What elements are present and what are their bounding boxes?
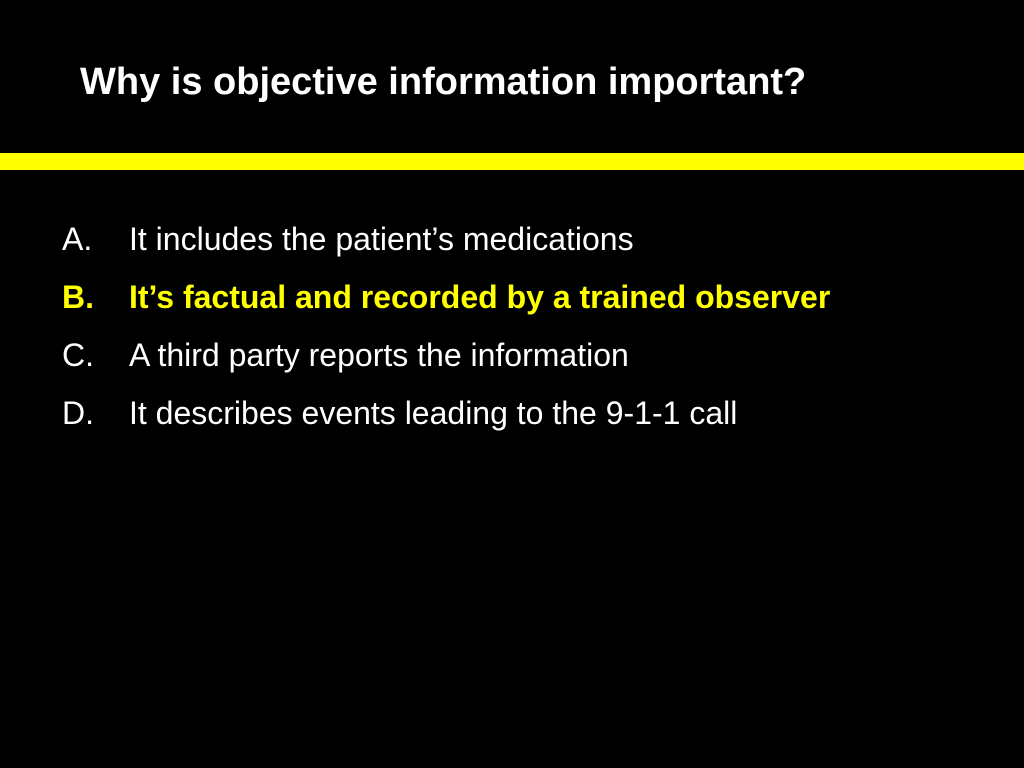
title-divider bbox=[0, 153, 1024, 170]
answer-option-a bbox=[62, 216, 962, 262]
answer-text: A third party reports the information bbox=[129, 337, 629, 373]
answer-letter: C. bbox=[62, 337, 94, 373]
answer-option-d bbox=[62, 390, 962, 436]
answer-option-b-correct bbox=[62, 274, 962, 320]
answer-letter: D. bbox=[62, 395, 94, 431]
answer-text: It’s factual and recorded by a trained observer bbox=[129, 279, 831, 315]
answer-letter: B. bbox=[62, 279, 94, 315]
answer-option-c bbox=[62, 332, 962, 378]
slide-title: Why is objective information important? bbox=[80, 61, 807, 103]
answer-text: It describes events leading to the 9-1-1 call bbox=[129, 395, 738, 431]
answer-letter: A. bbox=[62, 221, 93, 257]
answer-text: It includes the patient’s medications bbox=[129, 221, 634, 257]
answer-list bbox=[62, 216, 962, 448]
